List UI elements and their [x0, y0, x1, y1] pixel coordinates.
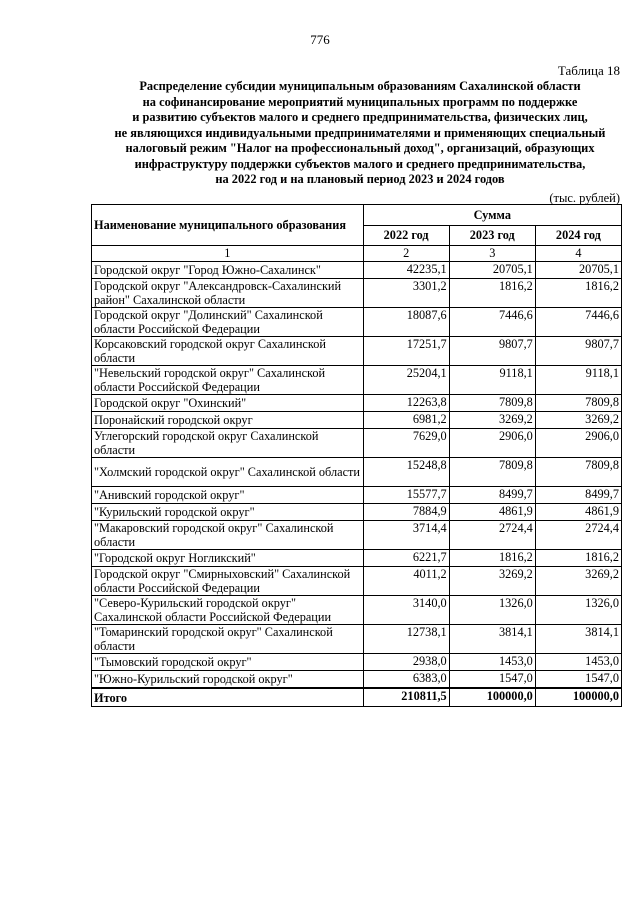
table-row	[92, 308, 622, 337]
column-index: 3	[449, 246, 535, 262]
value-2023: 1816,2	[449, 279, 535, 308]
value-2023: 7809,8	[449, 458, 535, 487]
value-2022: 18087,6	[363, 308, 449, 337]
table-row	[92, 504, 622, 521]
table-row	[92, 395, 622, 412]
municipality-name: "Курильский городской округ"	[92, 504, 364, 521]
title-line: и развитию субъектов малого и среднего предпринимательства, физических лиц,	[132, 110, 588, 124]
value-2023: 4861,9	[449, 504, 535, 521]
municipality-name: "Городской округ Ногликский"	[92, 550, 364, 567]
value-2022: 12263,8	[363, 395, 449, 412]
column-index: 2	[363, 246, 449, 262]
municipality-name: Городской округ "Александровск-Сахалинский район" Сахалинской области	[92, 279, 364, 308]
table-row	[92, 412, 622, 429]
title-line: не являющихся индивидуальными предпринимателями и применяющих специальный	[114, 125, 606, 140]
municipality-name: "Холмский городской округ" Сахалинской области	[92, 458, 364, 487]
value-2022: 12738,1	[363, 625, 449, 654]
document-title	[90, 79, 630, 188]
table-row	[92, 279, 622, 308]
value-2024: 9807,7	[535, 337, 621, 366]
title-line: на 2022 год и на плановый период 2023 и 2024 годов	[215, 172, 505, 186]
table-row	[92, 654, 622, 671]
title-line: на софинансирование мероприятий муниципальных программ по поддержке	[142, 94, 578, 109]
value-2024: 2906,0	[535, 429, 621, 458]
value-2022: 15248,8	[363, 458, 449, 487]
value-2023: 3269,2	[449, 412, 535, 429]
value-2024: 3814,1	[535, 625, 621, 654]
municipality-name: "Томаринский городской округ" Сахалинской области	[92, 625, 364, 654]
municipality-name: "Северо-Курильский городской округ" Сахалинской области Российской Федерации	[92, 596, 364, 625]
column-index: 4	[535, 246, 621, 262]
value-2022: 3714,4	[363, 521, 449, 550]
value-2024: 20705,1	[535, 262, 621, 279]
value-2023: 2906,0	[449, 429, 535, 458]
table-row	[92, 521, 622, 550]
value-2022: 3301,2	[363, 279, 449, 308]
table-label: Таблица 18	[557, 63, 620, 78]
municipality-name: "Макаровский городской округ" Сахалинской области	[92, 521, 364, 550]
value-2023: 1816,2	[449, 550, 535, 567]
table-row	[92, 366, 622, 395]
municipality-name: Поронайский городской округ	[92, 412, 364, 429]
value-2024: 1453,0	[535, 654, 621, 671]
value-2023: 1453,0	[449, 654, 535, 671]
value-2022: 15577,7	[363, 487, 449, 504]
value-2024: 3269,2	[535, 412, 621, 429]
value-2024: 1326,0	[535, 596, 621, 625]
total-2023: 100000,0	[449, 688, 535, 707]
column-index: 1	[92, 246, 364, 262]
total-label: Итого	[92, 688, 364, 707]
value-2022: 4011,2	[363, 567, 449, 596]
page-number: 776	[310, 32, 330, 47]
value-2023: 7809,8	[449, 395, 535, 412]
table-row	[92, 671, 622, 689]
header-name: Наименование муниципального образования	[92, 205, 364, 246]
municipality-name: "Южно-Курильский городской округ"	[92, 671, 364, 689]
value-2022: 2938,0	[363, 654, 449, 671]
table-row	[92, 625, 622, 654]
units-label: (тыс. рублей)	[549, 191, 620, 205]
table-row	[92, 429, 622, 458]
value-2024: 3269,2	[535, 567, 621, 596]
table-row	[92, 596, 622, 625]
title-line: инфраструктуру поддержки субъектов малого и среднего предпринимательства,	[134, 156, 586, 171]
value-2024: 1816,2	[535, 279, 621, 308]
municipality-name: Углегорский городской округ Сахалинской области	[92, 429, 364, 458]
municipality-name: "Тымовский городской округ"	[92, 654, 364, 671]
header-sum: Сумма	[363, 205, 621, 226]
value-2022: 6383,0	[363, 671, 449, 689]
title-line: Распределение субсидии муниципальным образованиям Сахалинской области	[139, 79, 581, 93]
value-2022: 7629,0	[363, 429, 449, 458]
municipality-name: Городской округ "Охинский"	[92, 395, 364, 412]
table-row	[92, 337, 622, 366]
value-2022: 17251,7	[363, 337, 449, 366]
value-2024: 7446,6	[535, 308, 621, 337]
value-2023: 3814,1	[449, 625, 535, 654]
total-2024: 100000,0	[535, 688, 621, 707]
value-2022: 3140,0	[363, 596, 449, 625]
value-2023: 8499,7	[449, 487, 535, 504]
value-2024: 1547,0	[535, 671, 621, 689]
value-2023: 9807,7	[449, 337, 535, 366]
value-2024: 7809,8	[535, 395, 621, 412]
header-year-2024: 2024 год	[535, 226, 621, 246]
value-2023: 7446,6	[449, 308, 535, 337]
value-2023: 9118,1	[449, 366, 535, 395]
value-2023: 20705,1	[449, 262, 535, 279]
municipality-name: Городской округ "Смирныховский" Сахалинской области Российской Федерации	[92, 567, 364, 596]
column-index-row	[92, 246, 622, 262]
value-2024: 2724,4	[535, 521, 621, 550]
table-row	[92, 458, 622, 487]
value-2023: 1326,0	[449, 596, 535, 625]
value-2024: 9118,1	[535, 366, 621, 395]
value-2024: 8499,7	[535, 487, 621, 504]
table-row	[92, 487, 622, 504]
value-2022: 7884,9	[363, 504, 449, 521]
municipality-name: Корсаковский городской округ Сахалинской области	[92, 337, 364, 366]
table-row	[92, 550, 622, 567]
table-row	[92, 262, 622, 279]
municipality-name: Городской округ "Долинский" Сахалинской области Российской Федерации	[92, 308, 364, 337]
total-row	[92, 688, 622, 707]
municipality-name: Городской округ "Город Южно-Сахалинск"	[92, 262, 364, 279]
value-2022: 42235,1	[363, 262, 449, 279]
municipality-name: "Анивский городской округ"	[92, 487, 364, 504]
value-2023: 1547,0	[449, 671, 535, 689]
header-year-2023: 2023 год	[449, 226, 535, 246]
value-2024: 7809,8	[535, 458, 621, 487]
value-2022: 6221,7	[363, 550, 449, 567]
total-2022: 210811,5	[363, 688, 449, 707]
value-2022: 25204,1	[363, 366, 449, 395]
value-2024: 1816,2	[535, 550, 621, 567]
subsidy-table	[91, 204, 622, 707]
value-2024: 4861,9	[535, 504, 621, 521]
title-line: налоговый режим "Налог на профессиональный доход", организаций, образующих	[125, 141, 595, 155]
value-2023: 2724,4	[449, 521, 535, 550]
municipality-name: "Невельский городской округ" Сахалинской области Российской Федерации	[92, 366, 364, 395]
header-year-2022: 2022 год	[363, 226, 449, 246]
value-2022: 6981,2	[363, 412, 449, 429]
value-2023: 3269,2	[449, 567, 535, 596]
table-row	[92, 567, 622, 596]
